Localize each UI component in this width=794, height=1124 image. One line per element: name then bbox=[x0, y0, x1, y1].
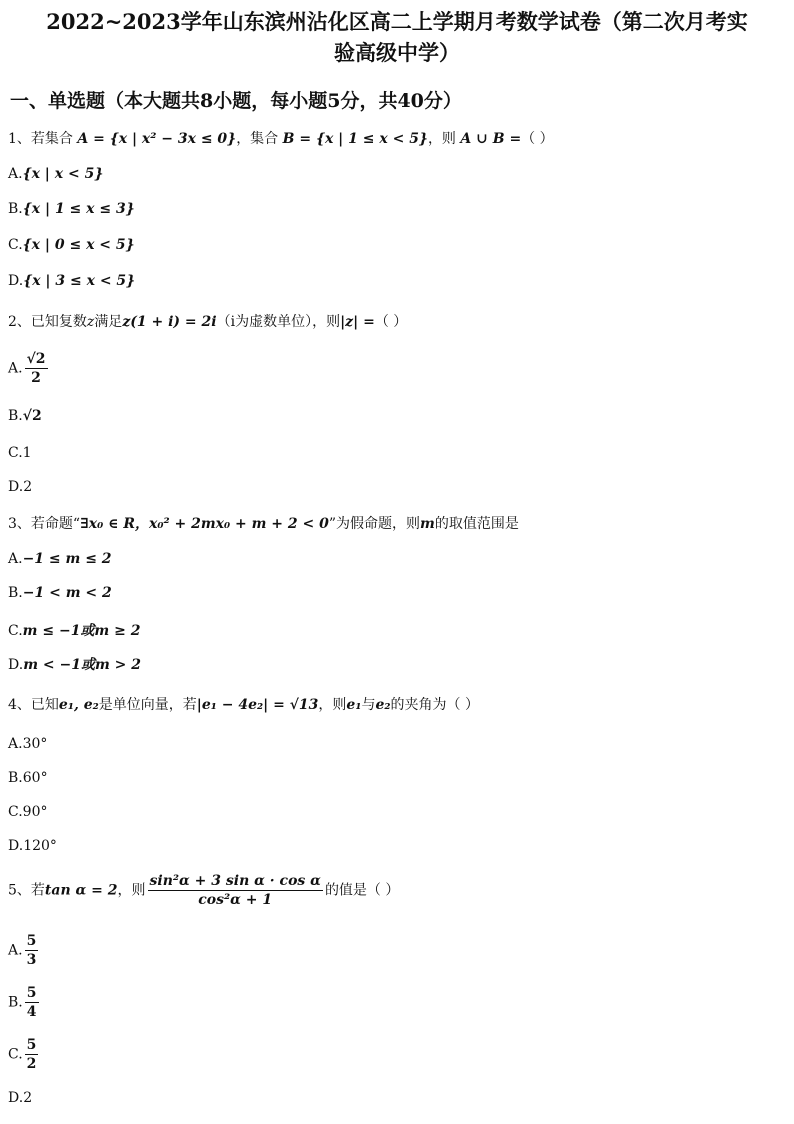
math-expression: |e₁ − 4e₂| = √13 bbox=[196, 697, 319, 713]
option-value: 2 bbox=[23, 479, 33, 495]
section-heading: 一、单选题（本大题共8小题，每小题5分，共40分） bbox=[10, 90, 462, 112]
option-label: D. bbox=[8, 838, 24, 854]
variable: m bbox=[420, 516, 435, 532]
option-value: {x | x < 5} bbox=[22, 166, 104, 182]
question-5 bbox=[8, 872, 399, 909]
vector-e1: e₁ bbox=[346, 697, 362, 713]
question-text: 满足 bbox=[94, 314, 123, 330]
fraction bbox=[25, 932, 39, 969]
question-number: 2、 bbox=[8, 314, 31, 330]
option-label: B. bbox=[8, 585, 23, 601]
option-2c[interactable] bbox=[8, 445, 32, 461]
question-text: 若 bbox=[30, 882, 45, 899]
math-expression: A = {x | x² − 3x ≤ 0} bbox=[77, 131, 237, 147]
option-label: B. bbox=[8, 408, 23, 424]
math-expression: tan α = 2 bbox=[44, 882, 118, 899]
option-4d[interactable] bbox=[8, 838, 57, 854]
answer-blank: （ ） bbox=[521, 131, 554, 147]
answer-blank: （ ） bbox=[374, 314, 408, 330]
option-value: −1 ≤ m ≤ 2 bbox=[22, 551, 112, 567]
math-expression: ∃x₀ ∈ R，x₀² + 2mx₀ + m + 2 < 0 bbox=[80, 516, 329, 532]
question-text: 是单位向量，若 bbox=[98, 697, 197, 713]
option-value: 60° bbox=[22, 770, 48, 786]
fraction bbox=[25, 984, 39, 1021]
option-label: C. bbox=[8, 623, 23, 639]
question-text: （i为虚数单位），则 bbox=[216, 314, 341, 330]
fraction-denominator: cos²α + 1 bbox=[198, 892, 273, 908]
option-value: m < −1或m > 2 bbox=[23, 657, 141, 673]
option-label: D. bbox=[8, 479, 24, 495]
option-value: 1 bbox=[22, 445, 32, 461]
option-2a[interactable] bbox=[8, 350, 50, 387]
option-3a[interactable] bbox=[8, 551, 112, 567]
option-label: D. bbox=[8, 1090, 24, 1106]
title-line-1: 2022~2023学年山东滨州沾化区高二上学期月考数学试卷（第二次月考实 bbox=[46, 9, 748, 34]
fraction-denominator: 2 bbox=[26, 1056, 37, 1072]
question-text: ，则 bbox=[318, 697, 347, 713]
fraction-denominator: 4 bbox=[26, 1004, 37, 1020]
math-expression: A ∪ B = bbox=[460, 131, 522, 147]
option-label: A. bbox=[8, 551, 23, 567]
option-1b[interactable] bbox=[8, 201, 135, 217]
fraction-numerator: 5 bbox=[26, 1037, 37, 1053]
option-label: A. bbox=[8, 360, 23, 377]
option-label: C. bbox=[8, 445, 23, 461]
option-5b[interactable] bbox=[8, 984, 41, 1021]
option-1c[interactable] bbox=[8, 237, 135, 253]
option-3c[interactable] bbox=[8, 620, 140, 640]
question-text: ，则 bbox=[117, 882, 146, 899]
math-expression: e₁, e₂ bbox=[58, 697, 99, 713]
fraction-numerator: √2 bbox=[26, 351, 46, 367]
option-4a[interactable] bbox=[8, 736, 47, 752]
option-value: 2 bbox=[23, 1090, 33, 1106]
option-label: B. bbox=[8, 201, 23, 217]
question-text: 已知 bbox=[30, 697, 59, 713]
question-text: 与 bbox=[361, 697, 376, 713]
option-5c[interactable] bbox=[8, 1036, 40, 1073]
option-label: A. bbox=[8, 166, 23, 182]
question-text: 的值是（ ） bbox=[324, 882, 400, 899]
option-value: m ≤ −1或m ≥ 2 bbox=[22, 623, 141, 639]
fraction-numerator: 5 bbox=[26, 985, 37, 1001]
math-expression: B = {x | 1 ≤ x < 5} bbox=[282, 131, 428, 147]
variable: z bbox=[86, 314, 95, 330]
option-4b[interactable] bbox=[8, 770, 48, 786]
question-2 bbox=[8, 311, 407, 331]
question-number: 5、 bbox=[8, 882, 31, 899]
question-text: 的取值范围是 bbox=[434, 516, 519, 532]
option-label: B. bbox=[8, 994, 23, 1011]
option-value: {x | 1 ≤ x ≤ 3} bbox=[22, 201, 135, 217]
option-label: D. bbox=[8, 273, 24, 289]
fraction-denominator: 2 bbox=[31, 370, 41, 386]
option-label: C. bbox=[8, 237, 23, 253]
fraction-denominator: 3 bbox=[26, 952, 37, 968]
option-2d[interactable] bbox=[8, 479, 32, 495]
option-5d[interactable] bbox=[8, 1090, 32, 1106]
option-value: 30° bbox=[22, 736, 48, 752]
option-5a[interactable] bbox=[8, 932, 40, 969]
fraction bbox=[148, 872, 323, 909]
fraction-numerator: sin²α + 3 sin α · cos α bbox=[149, 873, 321, 889]
option-value: √2 bbox=[22, 408, 42, 424]
question-text: 若命题“ bbox=[30, 516, 81, 532]
question-text: 的夹角为（ ） bbox=[390, 697, 479, 713]
question-4 bbox=[8, 694, 479, 714]
option-label: C. bbox=[8, 804, 23, 820]
option-3d[interactable] bbox=[8, 654, 141, 674]
option-label: C. bbox=[8, 1046, 23, 1063]
question-3 bbox=[8, 513, 519, 533]
document-title bbox=[10, 6, 784, 68]
option-label: A. bbox=[8, 736, 23, 752]
option-label: B. bbox=[8, 770, 23, 786]
question-1 bbox=[8, 128, 554, 148]
title-line-2: 验高级中学） bbox=[334, 40, 460, 65]
option-3b[interactable] bbox=[8, 585, 112, 601]
question-text: ，集合 bbox=[236, 131, 279, 147]
fraction bbox=[25, 350, 48, 387]
option-1a[interactable] bbox=[8, 166, 103, 182]
option-value: {x | 0 ≤ x < 5} bbox=[22, 237, 135, 253]
math-expression: z(1 + i) = 2i bbox=[122, 314, 217, 330]
math-expression: |z| = bbox=[340, 314, 375, 330]
fraction bbox=[25, 1036, 39, 1073]
question-text: ，则 bbox=[427, 131, 456, 147]
option-label: D. bbox=[8, 657, 24, 673]
question-number: 4、 bbox=[8, 697, 31, 713]
fraction-numerator: 5 bbox=[26, 933, 37, 949]
option-4c[interactable] bbox=[8, 804, 48, 820]
question-text: 若集合 bbox=[30, 131, 73, 147]
option-2b[interactable] bbox=[8, 408, 42, 424]
question-text: 已知复数 bbox=[30, 314, 87, 330]
question-number: 1、 bbox=[8, 131, 31, 147]
vector-e2: e₂ bbox=[375, 697, 391, 713]
option-value: {x | 3 ≤ x < 5} bbox=[23, 273, 136, 289]
question-text: ”为假命题，则 bbox=[328, 516, 421, 532]
option-1d[interactable] bbox=[8, 273, 135, 289]
option-value: −1 < m < 2 bbox=[22, 585, 112, 601]
option-value: 90° bbox=[22, 804, 48, 820]
option-value: 120° bbox=[23, 838, 57, 854]
question-number: 3、 bbox=[8, 516, 31, 532]
option-label: A. bbox=[8, 942, 23, 959]
